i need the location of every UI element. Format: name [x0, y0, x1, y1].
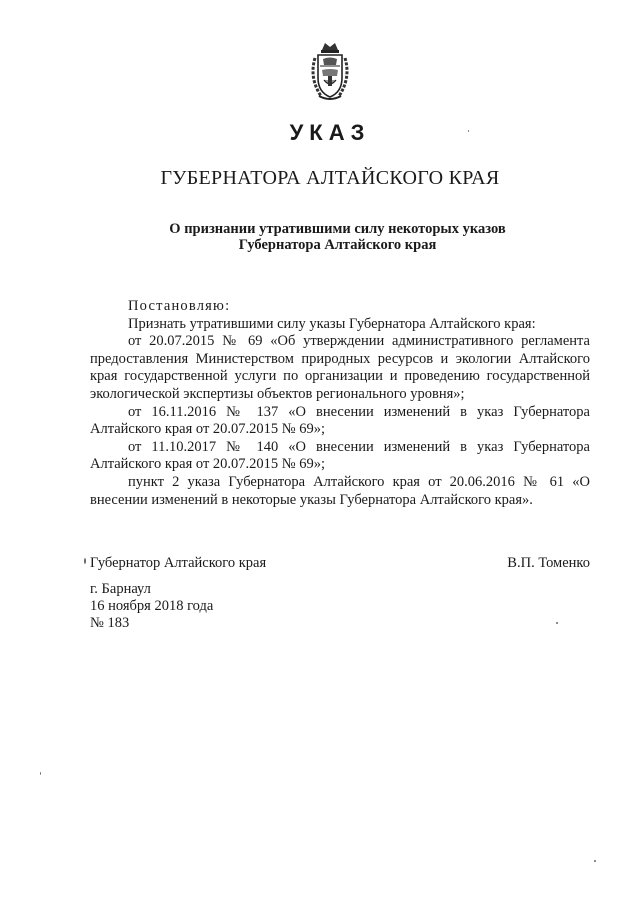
scan-speck [468, 130, 469, 132]
coat-of-arms-emblem [305, 40, 355, 102]
place: г. Барнаул [90, 581, 151, 597]
revoked-item-4: пункт 2 указа Губернатора Алтайского края от 20.06.2016 № 61 «О внесении изменений в некоторые указы Губернатора Алтайского края». [90, 473, 590, 508]
subject-line-1: О признании утратившими силу некоторых указов [169, 221, 506, 237]
date: 16 ноября 2018 года [90, 598, 214, 614]
signature-block [90, 555, 590, 572]
issuer-title: ГУБЕРНАТОРА АЛТАЙСКОГО КРАЯ [160, 167, 500, 189]
subject-line-2: Губернатора Алтайского края [238, 237, 437, 253]
scan-speck [40, 772, 41, 775]
decree-number: № 183 [90, 615, 130, 631]
intro-paragraph: Признать утратившими силу указы Губернатора Алтайского края: [128, 315, 536, 332]
scan-speck [556, 622, 558, 624]
decree-title: УКАЗ [289, 120, 371, 145]
decree-subject [0, 221, 640, 253]
place-date-block [90, 581, 213, 632]
scan-speck [84, 558, 86, 564]
signatory-name: В.П. Томенко [507, 555, 590, 571]
decree-body [90, 298, 590, 509]
revoked-item-2: от 16.11.2016 № 137 «О внесении изменений в указ Губернатора Алтайского края от 20.07.2015 № 69»; [90, 403, 590, 438]
signatory-position: Губернатор Алтайского края [90, 555, 267, 571]
scan-speck [594, 860, 596, 862]
resolve-statement: Постановляю: [128, 298, 231, 314]
revoked-item-3: от 11.10.2017 № 140 «О внесении изменений в указ Губернатора Алтайского края от 20.07.2015 № 69»; [90, 438, 590, 473]
revoked-item-1: от 20.07.2015 № 69 «Об утверждении административного регламента предоставления Министерством природных ресурсов и экологии Алтайского края государственной услуги по организации и проведению государственной экологической экспертизы объектов регионального уровня»; [90, 333, 590, 402]
